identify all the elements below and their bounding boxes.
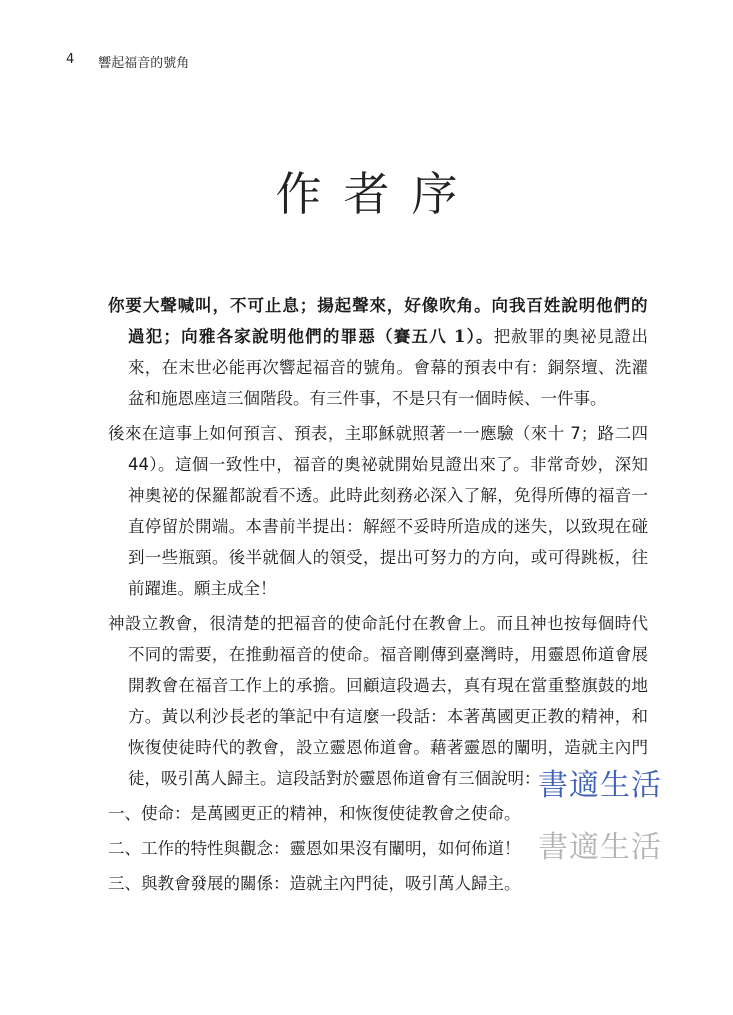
scripture-quote: 你要大聲喊叫，不可止息；揚起聲來，好像吹角。向我百姓說明他們的過犯；向雅各家說明他們的罪惡（賽五八 1）。 <box>108 296 648 346</box>
page-title: 作者序 <box>275 167 480 221</box>
paragraph-1-text: 把赦罪的奧祕見證出來，在末世必能再次響起福音的號角。會幕的預表中有：銅祭壇、洗濯盆和施恩座這三個階段。有三件事，不是只有一個時候、一件事。 <box>128 327 649 408</box>
watermark-gray: 書適生活 <box>538 830 662 865</box>
book-title: 響起福音的號角 <box>98 56 190 71</box>
paragraph-3: 神設立教會，很清楚的把福音的使命託付在教會上。而且神也按每個時代不同的需要，在推動福音的使命。福音剛傳到臺灣時，用靈恩佈道會展開教會在福音工作上的承擔。回顧這段過去，真有現在當重整旗鼓的地方。黃以利沙長老的筆記中有這麼一段話：本著萬國更正教的精神，和恢復使徒時代的教會，設立靈恩佈道會。藉著靈恩的闡明，造就主內門徒，吸引萬人歸主。這段話對於靈恩佈道會有三個說明： <box>108 614 648 788</box>
paragraph-2: 後來在這事上如何預言、預表，主耶穌就照著一一應驗（來十 7；路二四 44）。這個一致性中，福音的奧祕就開始見證出來了。非常奇妙，深知神奧祕的保羅都說看不透。此時此刻務必深入了解，免得所傳的福音一直停留於開端。本書前半提出：解經不妥時所造成的迷失，以致現在碰到一些瓶頸。後半就個人的領受，提出可努力的方向，或可得跳板，往前躍進。願主成全！ <box>108 424 648 598</box>
page-number: 4 <box>66 52 75 67</box>
list-item-2: 二、工作的特性與觀念：靈恩如果沒有闡明，如何佈道！ <box>108 839 521 858</box>
list-item-3: 三、與教會發展的關係：造就主內門徒，吸引萬人歸主。 <box>108 874 521 893</box>
preface-body <box>108 290 648 903</box>
watermark-blue: 書適生活 <box>538 768 662 803</box>
running-head <box>66 52 189 71</box>
paragraph-1 <box>108 290 648 414</box>
list-item-1: 一、使命：是萬國更正的精神，和恢復使徒教會之使命。 <box>108 804 521 823</box>
